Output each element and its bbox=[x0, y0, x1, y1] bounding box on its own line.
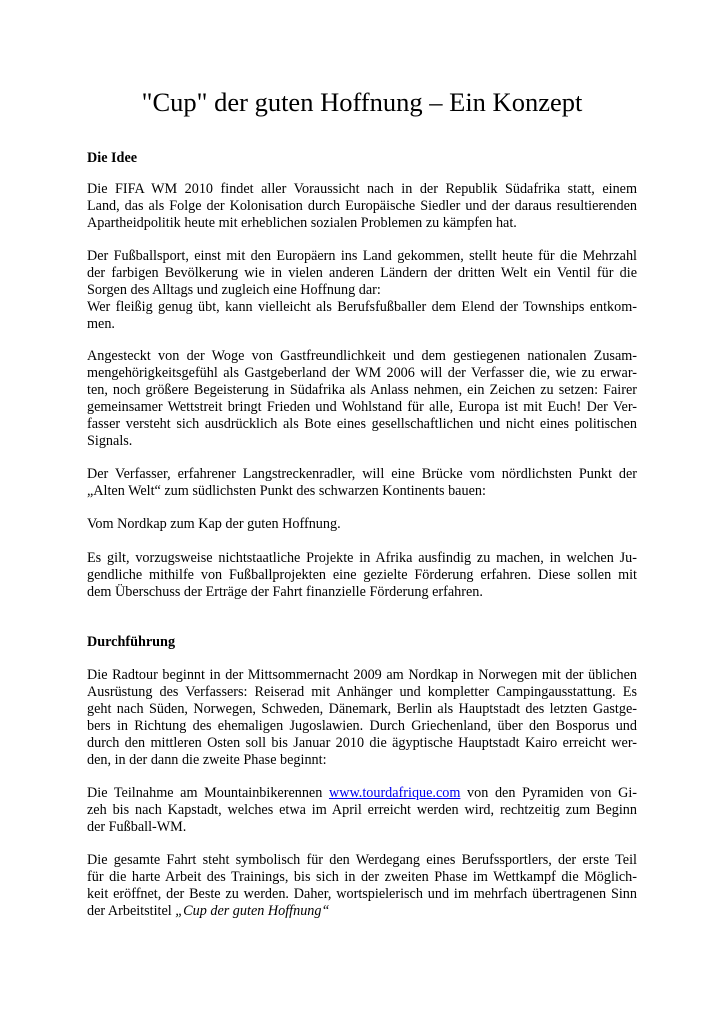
text-line bbox=[87, 785, 637, 802]
text-segment: Die Teilnahme am Mountainbikerennen bbox=[87, 785, 329, 801]
text-line: durch den mittleren Osten soll bis Januar 2010 die ägyptische Hauptstadt Kairo erreicht wer- bbox=[87, 735, 637, 751]
text-line: Die gesamte Fahrt steht symbolisch für den Werdegang eines Berufssportlers, der erste Teil bbox=[87, 852, 637, 868]
text-segment: von den Pyramiden von Gi- bbox=[460, 785, 637, 801]
text-line bbox=[87, 903, 637, 920]
text-line: Angesteckt von der Woge von Gastfreundlichkeit und dem gestiegenen nationalen Zusam- bbox=[87, 348, 637, 364]
text-line: Ausrüstung des Verfassers: Reiserad mit Anhänger und kompletter Campingausstattung. Es bbox=[87, 684, 637, 700]
text-line: mengehörigkeitsgefühl als Gastgeberland der WM 2006 will der Verfasser die, wie zu erwar- bbox=[87, 365, 637, 381]
text-line: dem Überschuss der Erträge der Fahrt finanzielle Förderung erfahren. bbox=[87, 584, 483, 600]
text-line: Es gilt, vorzugsweise nichtstaatliche Projekte in Afrika ausfindig zu machen, in welchen Ju- bbox=[87, 550, 637, 566]
text-line: der Fußball-WM. bbox=[87, 819, 187, 835]
paragraph-idee-2 bbox=[87, 248, 637, 333]
paragraph-durchfuehrung-1 bbox=[87, 667, 637, 769]
text-line: gemeinsamer Wettstreit bringt Frieden und Wohlstand für alle, Europa ist mit Euch! Der Ver- bbox=[87, 399, 637, 415]
paragraph-idee-5 bbox=[87, 516, 637, 533]
text-line: geht nach Süden, Norwegen, Schweden, Dänemark, Berlin als Hauptstadt des letzten Gastge- bbox=[87, 701, 637, 717]
text-line: den, in der dann die zweite Phase beginnt: bbox=[87, 752, 327, 768]
text-line: „Alten Welt“ zum südlichsten Punkt des schwarzen Kontinents bauen: bbox=[87, 483, 486, 499]
text-line: Sorgen des Alltags und zugleich eine Hoffnung dar: bbox=[87, 282, 381, 298]
paragraph-idee-6 bbox=[87, 550, 637, 601]
paragraph-idee-1 bbox=[87, 181, 637, 232]
text-line: fasser versteht sich ausdrücklich als Bote eines gesellschaftlichen und nicht eines politischen bbox=[87, 416, 637, 432]
text-line: Die FIFA WM 2010 findet aller Voraussicht nach in der Republik Südafrika statt, einem bbox=[87, 181, 637, 197]
paragraph-idee-3 bbox=[87, 348, 637, 450]
text-line: für die harte Arbeit des Trainings, bis sich in der zweiten Phase im Wettkampf die Möglich- bbox=[87, 869, 637, 885]
text-line: keit eröffnet, der Beste zu werden. Daher, wortspielerisch und im mehrfach übertragenen Sinn bbox=[87, 886, 637, 902]
text-line: zeh bis nach Kapstadt, welches etwa im April erreicht werden wird, rechtzeitig zum Beginn bbox=[87, 802, 637, 818]
heading-durchfuehrung: Durchführung bbox=[87, 634, 176, 650]
text-line: Die Radtour beginnt in der Mittsommernacht 2009 am Nordkap in Norwegen mit der üblichen bbox=[87, 667, 637, 683]
page-title: "Cup" der guten Hoffnung – Ein Konzept bbox=[141, 87, 583, 117]
paragraph-idee-4 bbox=[87, 466, 637, 500]
text-line: Land, das als Folge der Kolonisation durch Europäische Siedler und der daraus resultierenden bbox=[87, 198, 637, 214]
tourdafrique-link[interactable]: www.tourdafrique.com bbox=[328, 785, 461, 801]
paragraph-durchfuehrung-2 bbox=[87, 785, 637, 836]
text-line: gendliche mithilfe von Fußballprojekten eine gezielte Förderung erfahren. Diese sollen mit bbox=[87, 567, 637, 583]
text-line: men. bbox=[87, 316, 115, 332]
text-line: Der Fußballsport, einst mit den Europäern ins Land gekommen, stellt heute für die Mehrzahl bbox=[87, 248, 637, 264]
heading-die-idee: Die Idee bbox=[87, 150, 138, 166]
text-line: der farbigen Bevölkerung wie in vielen anderen Ländern der dritten Welt ein Ventil für die bbox=[87, 265, 637, 281]
text-line: Vom Nordkap zum Kap der guten Hoffnung. bbox=[87, 516, 341, 532]
text-line: bers in Richtung des ehemaligen Jugoslawien. Durch Griechenland, über den Bosporus und bbox=[87, 718, 637, 734]
text-line: Signals. bbox=[87, 433, 133, 449]
text-line: Wer fleißig genug übt, kann vielleicht als Berufsfußballer dem Elend der Townships entkom- bbox=[87, 299, 637, 315]
working-title: „Cup der guten Hoffnung“ bbox=[175, 903, 330, 919]
text-line: Apartheidpolitik heute mit erheblichen sozialen Problemen zu kämpfen hat. bbox=[87, 215, 517, 231]
paragraph-durchfuehrung-3 bbox=[87, 852, 637, 920]
text-line: Der Verfasser, erfahrener Langstreckenradler, will eine Brücke vom nördlichsten Punkt der bbox=[87, 466, 637, 482]
text-line: ten, noch größere Begeisterung in Südafrika als Anlass nehmen, ein Zeichen zu setzen: Fairer bbox=[87, 382, 637, 398]
text-segment: der Arbeitstitel bbox=[87, 903, 176, 919]
